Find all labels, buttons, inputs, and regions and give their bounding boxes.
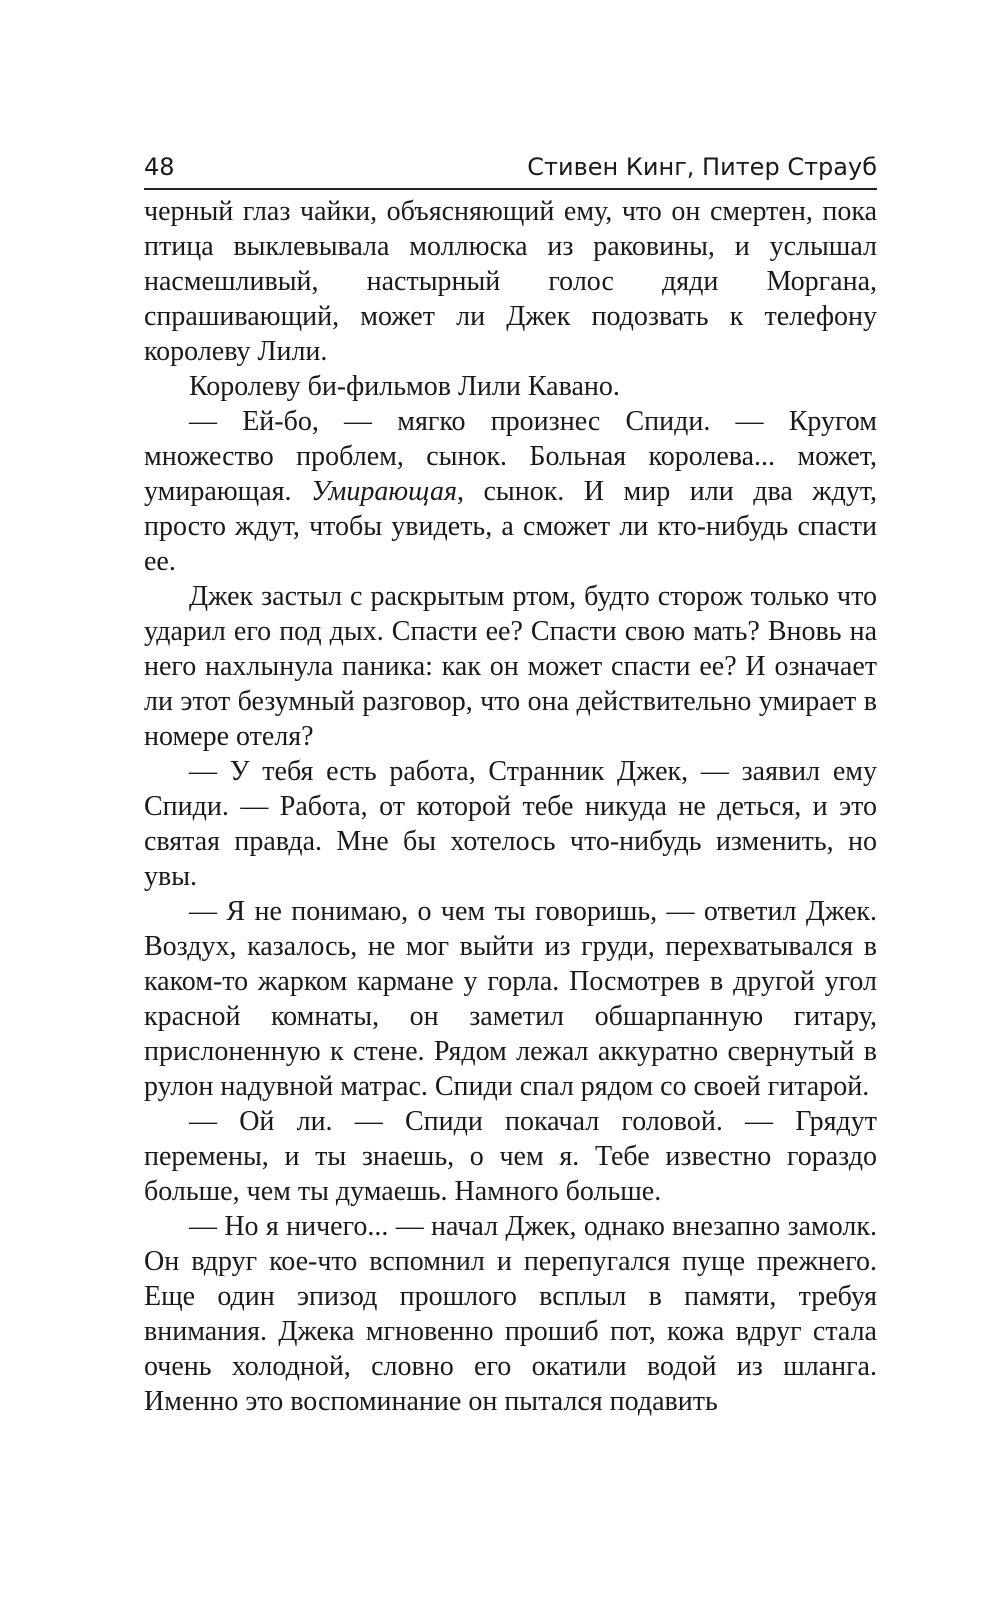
header-rule [144, 188, 877, 190]
paragraph [144, 404, 877, 579]
book-page [144, 148, 877, 1419]
paragraph-text: , сынок. И мир или два ждут, просто ждут, чтобы увидеть, а сможет ли кто-нибудь спасти ее. [144, 476, 877, 577]
page-number: 48 [144, 153, 175, 181]
paragraph-text: Джек застыл с раскрытым ртом, будто сторож только что ударил его под дых. Спасти ее? Спасти свою мать? Вновь на него нахлынула паника: как он может спасти ее? И означает ли этот безумный разговор, что она действительно умирает в номере отеля? [144, 581, 877, 752]
italic-emphasis: Умирающая [311, 476, 457, 507]
paragraph [144, 754, 877, 894]
paragraph-text: черный глаз чайки, объясняющий ему, что он смертен, пока птица выклевывала моллюска из раковины, и услышал насмешливый, настырный голос дяди Моргана, спрашивающий, может ли Джек подозвать к телефону королеву Лили. [144, 196, 877, 367]
running-header [144, 148, 877, 186]
paragraph-text: — Я не понимаю, о чем ты говоришь, — ответил Джек. Воздух, казалось, не мог выйти из груди, перехватывался в каком-то жарком кармане у горла. Посмотрев в другой угол красной комнаты, он заметил обшарпанную гитару, прислоненную к стене. Рядом лежал аккуратно свернутый в рулон надувной матрас. Спиди спал рядом со своей гитарой. [144, 896, 877, 1102]
paragraph-text: Королеву би-фильмов Лили Кавано. [189, 371, 620, 402]
running-header-authors: Стивен Кинг, Питер Страуб [527, 153, 877, 181]
paragraph-text: — Но я ничего... — начал Джек, однако внезапно замолк. Он вдруг кое-что вспомнил и перепугался пуще прежнего. Еще один эпизод прошлого всплыл в памяти, требуя внимания. Джека мгновенно прошиб пот, кожа вдруг стала очень холодной, словно его окатили водой из шланга. Именно это воспоминание он пытался подавить [144, 1211, 877, 1417]
paragraph-text: — У тебя есть работа, Странник Джек, — заявил ему Спиди. — Работа, от которой тебе никуда не деться, и это святая правда. Мне бы хотелось что-нибудь изменить, но увы. [144, 756, 877, 892]
paragraph [144, 1209, 877, 1419]
paragraph [144, 579, 877, 754]
paragraph-text: — Ой ли. — Спиди покачал головой. — Грядут перемены, и ты знаешь, о чем я. Тебе известно гораздо больше, чем ты думаешь. Намного больше. [144, 1106, 877, 1207]
paragraph [144, 894, 877, 1104]
paragraph [144, 1104, 877, 1209]
paragraph [144, 194, 877, 369]
paragraph [144, 369, 877, 404]
body-text [144, 194, 877, 1419]
paragraph-text: — Ей-бо, — мягко произнес Спиди. — Кругом множество проблем, сынок. Больная королева... может, умирающая. [144, 406, 877, 507]
